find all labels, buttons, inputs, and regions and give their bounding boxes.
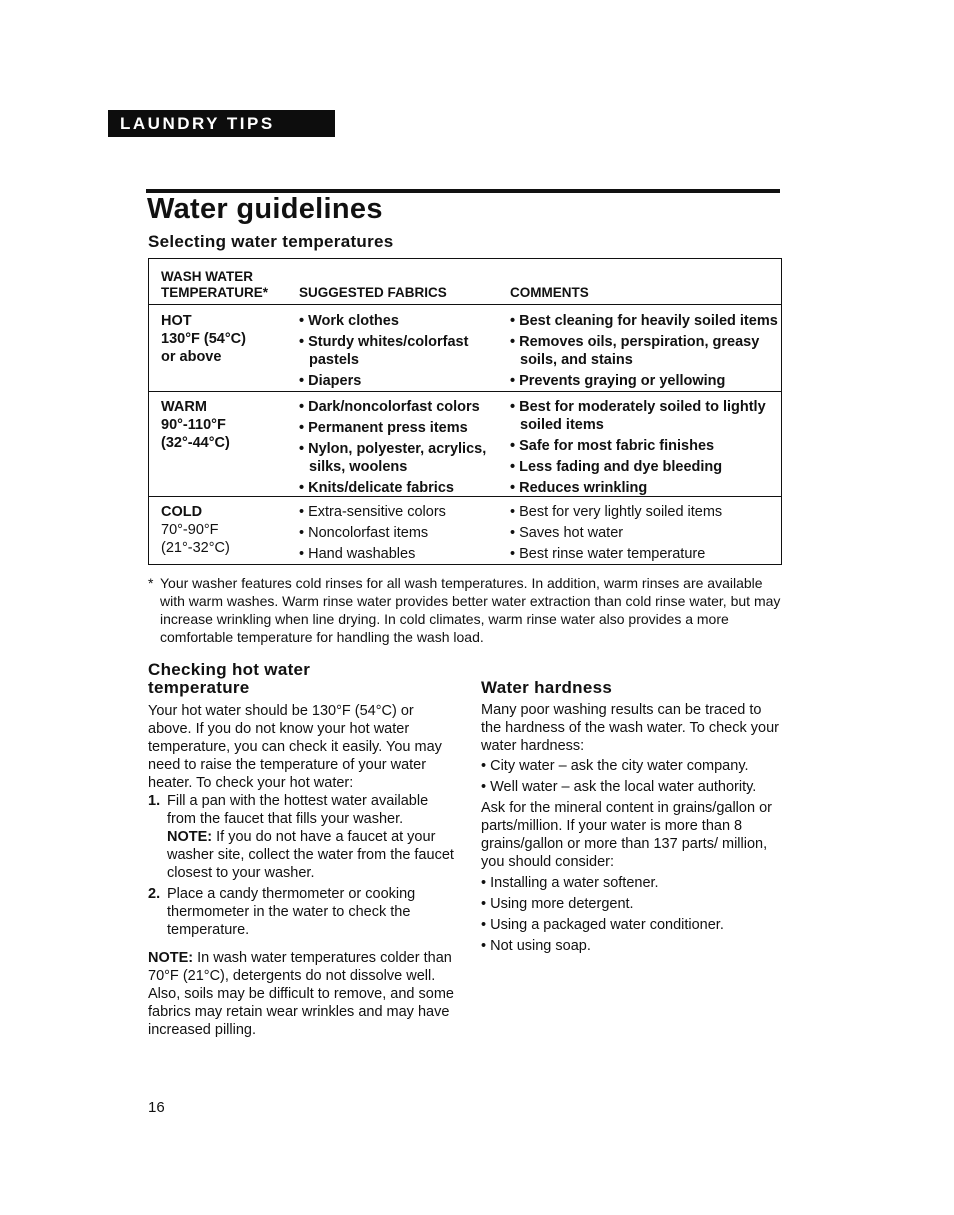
- table-row: [149, 304, 781, 392]
- fabrics-column-header: SUGGESTED FABRICS: [299, 285, 447, 300]
- list-item: [148, 792, 458, 882]
- temperature-cell: [161, 312, 296, 366]
- step-number: 1.: [148, 793, 161, 809]
- section-banner: LAUNDRY TIPS: [108, 110, 335, 137]
- water-hardness-paragraph: Ask for the mineral content in grains/gallon or parts/million. If your water is more than 8 grains/gallon or more than 137 parts/ million, you should consider:: [481, 800, 772, 870]
- temperature-label: HOT: [161, 313, 192, 329]
- comment-item: • Best for very lightly soiled items: [510, 503, 778, 521]
- temperature-header-line1: WASH WATER: [161, 269, 253, 284]
- temperature-label: COLD: [161, 504, 203, 520]
- fabric-item: • Work clothes: [299, 312, 509, 330]
- comments-cell: [510, 398, 778, 500]
- table-row: [149, 496, 781, 564]
- temperature-value: 130°F (54°C): [161, 331, 246, 347]
- temperature-cell: [161, 398, 296, 452]
- water-hardness-intro: Many poor washing results can be traced to the hardness of the wash water. To check your water hardness:: [481, 702, 779, 754]
- fabric-item: • Extra-sensitive colors: [299, 503, 509, 521]
- temperature-cell: [161, 503, 296, 557]
- hot-water-intro: Your hot water should be 130°F (54°C) or above. If you do not know your hot water temperature, you can check it easily. You may need to raise the temperature of your water heater. To check your hot water:: [148, 703, 442, 791]
- comment-item: • Best for moderately soiled to lightly soiled items: [510, 398, 778, 434]
- water-hardness-section: [481, 679, 781, 958]
- temperature-value: (21°-32°C): [161, 540, 230, 556]
- temperature-value: 90°-110°F: [161, 417, 226, 433]
- list-item: • Well water – ask the local water authority.: [481, 778, 781, 796]
- comment-item: • Saves hot water: [510, 524, 778, 542]
- comment-item: • Best rinse water temperature: [510, 545, 778, 563]
- fabric-item: • Knits/delicate fabrics: [299, 479, 509, 497]
- page-number: 16: [148, 1099, 165, 1116]
- hot-water-section: [148, 661, 458, 1039]
- comments-column-header: COMMENTS: [510, 285, 589, 300]
- section-subtitle: Selecting water temperatures: [148, 232, 394, 251]
- comment-item: • Prevents graying or yellowing: [510, 372, 778, 390]
- list-item: • Using more detergent.: [481, 895, 781, 913]
- temperature-column-header: [161, 269, 296, 301]
- fabric-item: • Nylon, polyester, acrylics, silks, woolens: [299, 440, 509, 476]
- note-text: If you do not have a faucet at your washer site, collect the water from the faucet closest to your washer.: [167, 829, 454, 881]
- fabrics-cell: [299, 312, 509, 393]
- footnote-text: Your washer features cold rinses for all wash temperatures. In addition, warm rinses are available with warm washes. Warm rinse water provides better water extraction than cold rinse water, but may increase wrinkling when line drying. In cold climates, warm rinse water also provides a more comfortable temperature for handling the wash load.: [160, 575, 781, 645]
- temperature-value: 70°-90°F: [161, 522, 219, 538]
- table-header-row: [149, 259, 781, 305]
- temperature-value: (32°-44°C): [161, 435, 230, 451]
- note-label: NOTE:: [167, 829, 213, 845]
- comment-item: • Less fading and dye bleeding: [510, 458, 778, 476]
- list-item: [148, 885, 458, 939]
- comments-cell: [510, 312, 778, 393]
- hot-water-heading: Checking hot water temperature: [148, 660, 311, 697]
- table-row: [149, 391, 781, 497]
- list-item: • Not using soap.: [481, 937, 781, 955]
- comments-cell: [510, 503, 778, 566]
- temperature-header-line2: TEMPERATURE*: [161, 285, 269, 300]
- list-item: • City water – ask the city water company.: [481, 757, 781, 775]
- comment-item: • Removes oils, perspiration, greasy soils, and stains: [510, 333, 778, 369]
- fabric-item: • Permanent press items: [299, 419, 509, 437]
- fabric-item: • Dark/noncolorfast colors: [299, 398, 509, 416]
- fabric-item: • Hand washables: [299, 545, 509, 563]
- footnote-marker: *: [148, 575, 154, 591]
- list-item: • Using a packaged water conditioner.: [481, 916, 781, 934]
- step-text: Place a candy thermometer or cooking thermometer in the water to check the temperature.: [167, 886, 416, 938]
- table-footnote: [148, 574, 784, 646]
- water-hardness-heading: Water hardness: [481, 678, 613, 697]
- comment-item: • Best cleaning for heavily soiled items: [510, 312, 778, 330]
- fabrics-cell: [299, 503, 509, 566]
- temperature-label: WARM: [161, 399, 207, 415]
- temperature-table: [148, 258, 782, 565]
- page-title: Water guidelines: [147, 193, 383, 225]
- note-label: NOTE:: [148, 950, 194, 966]
- fabric-item: • Noncolorfast items: [299, 524, 509, 542]
- comment-item: • Safe for most fabric finishes: [510, 437, 778, 455]
- step-number: 2.: [148, 886, 161, 902]
- fabric-item: • Sturdy whites/colorfast pastels: [299, 333, 509, 369]
- note-text: In wash water temperatures colder than 70°F (21°C), detergents do not dissolve well. Also, soils may be difficult to remove, and some fabrics may retain wear wrinkles and may have increased pilling.: [148, 950, 454, 1038]
- fabric-item: • Diapers: [299, 372, 509, 390]
- comment-item: • Reduces wrinkling: [510, 479, 778, 497]
- list-item: • Installing a water softener.: [481, 874, 781, 892]
- step-text: Fill a pan with the hottest water available from the faucet that fills your washer.: [167, 793, 429, 827]
- temperature-value: or above: [161, 349, 222, 365]
- fabrics-cell: [299, 398, 509, 500]
